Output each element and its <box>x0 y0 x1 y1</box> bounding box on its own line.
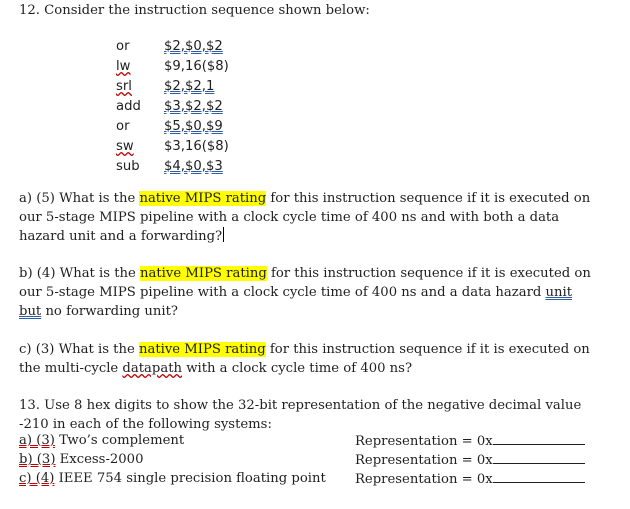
q13-item-representation: Representation = 0x <box>355 471 585 487</box>
part-a-line-3: hazard unit and a forwarding? <box>19 229 223 244</box>
answer-blank[interactable] <box>493 471 585 483</box>
highlight-native-mips-rating: native MIPS rating <box>138 342 266 357</box>
q13-line-2: -210 in each of the following systems: <box>19 417 272 432</box>
instruction-op: srl <box>116 79 132 94</box>
q13-item-representation: Representation = 0x <box>355 433 585 449</box>
part-a-line-2: our 5-stage MIPS pipeline with a clock cycle time of 400 ns and with both a data <box>19 210 560 225</box>
part-b-line-1: b) (4) What is the native MIPS rating for this instruction sequence if it is executed on <box>19 266 591 281</box>
instruction-args: $3,16($8) <box>164 139 229 154</box>
q13-item-label: b) (3) Excess-2000 <box>19 452 144 467</box>
part-c-line-1: c) (3) What is the native MIPS rating for this instruction sequence if it is executed on <box>19 342 590 357</box>
instruction-args: $4,$0,$3 <box>164 159 223 174</box>
part-c-line-2: the multi-cycle datapath with a clock cycle time of 400 ns? <box>19 361 413 376</box>
instruction-op: add <box>116 99 141 114</box>
q12-heading: 12. Consider the instruction sequence shown below: <box>19 3 370 18</box>
part-b-line-3: but no forwarding unit? <box>19 304 179 319</box>
highlight-native-mips-rating: native MIPS rating <box>139 191 267 206</box>
instruction-op: sub <box>116 159 140 174</box>
instruction-args: $2,$0,$2 <box>164 39 223 54</box>
text-cursor <box>223 227 224 242</box>
part-a-line-1: a) (5) What is the native MIPS rating for this instruction sequence if it is executed on <box>19 191 591 206</box>
q12-part-a <box>19 189 619 246</box>
instruction-op: lw <box>116 59 131 74</box>
instruction-op: or <box>116 119 130 134</box>
answer-blank[interactable] <box>493 433 585 445</box>
q13-prompt <box>19 396 619 434</box>
highlight-native-mips-rating: native MIPS rating <box>140 266 267 281</box>
instruction-op: sw <box>116 139 134 154</box>
instruction-args: $5,$0,$9 <box>164 119 223 134</box>
q13-item-representation: Representation = 0x <box>355 452 585 468</box>
q13-line-1: 13. Use 8 hex digits to show the 32-bit representation of the negative decimal value <box>19 398 582 413</box>
q13-item-label: a) (3) Two’s complement <box>19 433 185 448</box>
instruction-op: or <box>116 39 130 54</box>
instruction-args: $2,$2,1 <box>164 79 215 94</box>
part-b-line-2: our 5-stage MIPS pipeline with a clock cycle time of 400 ns and a data hazard unit <box>19 285 573 300</box>
answer-blank[interactable] <box>493 452 585 464</box>
instruction-args: $3,$2,$2 <box>164 99 223 114</box>
instruction-args: $9,16($8) <box>164 59 229 74</box>
q12-part-c <box>19 340 619 378</box>
q12-part-b <box>19 264 619 321</box>
q13-item-label: c) (4) IEEE 754 single precision floating point <box>19 471 326 486</box>
